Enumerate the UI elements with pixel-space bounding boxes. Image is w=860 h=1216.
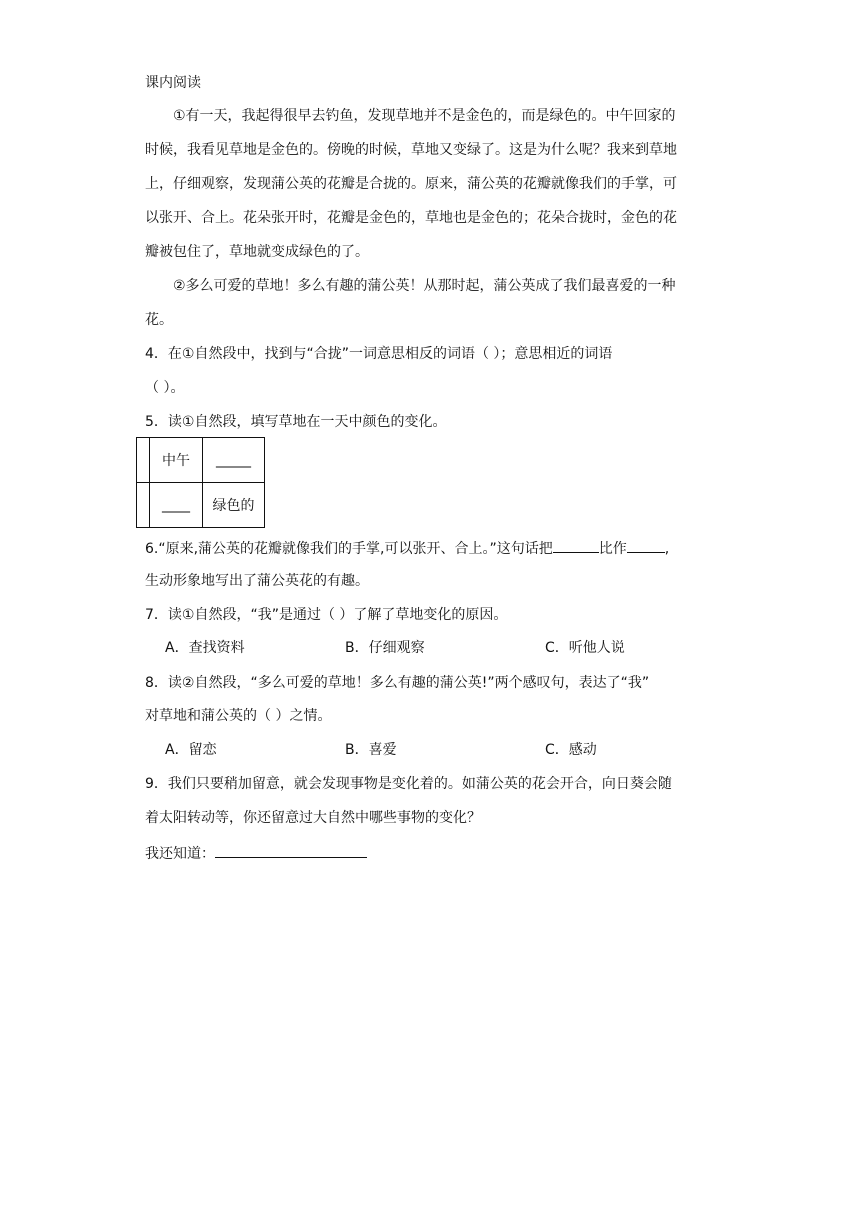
question-text-part: 比作 [598, 541, 627, 557]
question-text: 8．读②自然段，“多么可爱的草地！多么有趣的蒲公英!”两个感叹句，表达了“我” [145, 675, 650, 691]
passage-line: 花。 [145, 312, 173, 328]
answer-blank[interactable] [215, 842, 367, 858]
passage-line: ②多么可爱的草地！多么有趣的蒲公英！从那时起，蒲公英成了我们最喜爱的一种 [173, 278, 676, 294]
passage-line: 瓣被包住了，草地就变成绿色的了。 [145, 244, 369, 260]
question-text [145, 537, 669, 559]
table-cell [137, 438, 150, 483]
answer-blank[interactable] [553, 537, 599, 553]
table-cell: 绿色的 [203, 483, 265, 528]
answer-line [145, 842, 367, 864]
question-text: 4．在①自然段中，找到与“合拢”一词意思相反的词语（ ）；意思相近的词语 [145, 346, 613, 362]
answer-blank[interactable]: ____ [150, 483, 203, 528]
answer-blank[interactable] [627, 537, 665, 553]
question-text: 对草地和蒲公英的（ ）之情。 [145, 708, 332, 724]
q8-options [165, 740, 725, 760]
section-title: 课内阅读 [145, 75, 201, 91]
table-row [137, 483, 265, 528]
question-text: 5．读①自然段，填写草地在一天中颜色的变化。 [145, 414, 447, 430]
passage-line: ①有一天，我起得很早去钓鱼，发现草地并不是金色的，而是绿色的。中午回家的 [173, 108, 676, 124]
question-text: 生动形象地写出了蒲公英花的有趣。 [145, 573, 369, 589]
answer-blank[interactable]: _____ [203, 438, 265, 483]
option-b[interactable]: B．仔细观察 [345, 640, 425, 656]
passage-line: 时候，我看见草地是金色的。傍晚的时候，草地又变绿了。这是为什么呢？我来到草地 [145, 142, 677, 158]
passage-line: 以张开、合上。花朵张开时，花瓣是金色的，草地也是金色的；花朵合拢时，金色的花 [145, 210, 677, 226]
question-text: 着太阳转动等，你还留意过大自然中哪些事物的变化？ [145, 810, 481, 826]
option-a[interactable]: A．查找资料 [165, 640, 245, 656]
option-c[interactable]: C．感动 [545, 742, 597, 758]
table-row [137, 438, 265, 483]
table-cell [137, 483, 150, 528]
question-text: 9．我们只要稍加留意，就会发现事物是变化着的。如蒲公英的花会开合，向日葵会随 [145, 776, 672, 792]
color-change-table [136, 437, 265, 528]
question-text: （ ）。 [145, 380, 185, 396]
passage-line: 上，仔细观察，发现蒲公英的花瓣是合拢的。原来，蒲公英的花瓣就像我们的手掌，可 [145, 176, 677, 192]
question-text-part: 6.“原来,蒲公英的花瓣就像我们的手掌,可以张开、合上。”这句话把 [145, 541, 553, 557]
option-b[interactable]: B．喜爱 [345, 742, 397, 758]
question-text: 7．读①自然段，“我”是通过（ ）了解了草地变化的原因。 [145, 607, 508, 623]
question-text-part: , [664, 541, 670, 557]
table-cell: 中午 [150, 438, 203, 483]
answer-label: 我还知道： [145, 846, 215, 862]
option-c[interactable]: C．听他人说 [545, 640, 625, 656]
q7-options [165, 638, 725, 658]
option-a[interactable]: A．留恋 [165, 742, 217, 758]
